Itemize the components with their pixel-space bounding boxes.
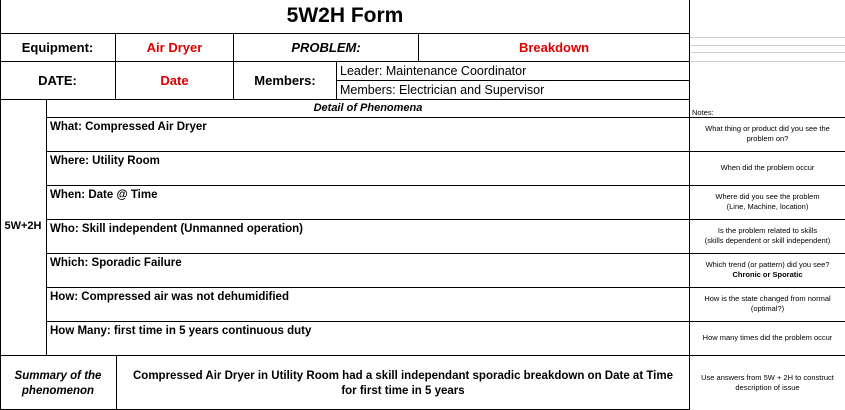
note-line: How many times did the problem occur [702,333,833,342]
notes-line [690,45,845,46]
note-line: Where did you see the problem [715,192,820,201]
summary-label-line-1: Summary of the [14,370,102,382]
note-where [690,192,845,212]
note-when [690,163,845,173]
row-who[interactable]: Who: Skill independent (Unmanned operation) [50,223,303,235]
notes-divider [690,151,845,152]
notes-divider [690,287,845,288]
row-how[interactable]: How: Compressed air was not dehumidified [50,291,289,303]
header-col-members [336,61,337,99]
row-how-many[interactable]: How Many: first time in 5 years continuous duty [50,325,312,337]
note-who [690,226,845,246]
summary-label-line-2: phenomenon [21,385,95,397]
side-label: 5W+2H [4,220,42,232]
members-value[interactable]: Members: Electrician and Supervisor [340,83,545,97]
notes-divider [690,355,845,356]
note-line: How is the state changed from normal [704,294,831,303]
equipment-label: Equipment: [21,40,94,55]
date-label: DATE: [38,73,77,88]
note-what [690,124,845,144]
note-line: (optimal?) [750,304,785,313]
notes-line [690,61,845,62]
row-divider [46,253,690,254]
row-divider [46,219,690,220]
problem-label: PROBLEM: [291,40,361,55]
notes-divider [690,185,845,186]
detail-header-divider [46,117,690,118]
problem-value[interactable]: Breakdown [518,40,590,55]
summary-divider [0,355,690,356]
row-which[interactable]: Which: Sporadic Failure [50,257,182,269]
notes-line [690,52,845,53]
note-line: (Line, Machine, location) [726,202,809,211]
members-label: Members: [254,73,316,88]
note-line: Which trend (or pattern) did you see? [705,260,830,269]
note-which [690,260,845,280]
summary-text-line-1[interactable]: Compressed Air Dryer in Utility Room had a skill independant sporadic breakdown on Date at Time [133,370,673,382]
note-line: When did the problem occur [720,163,815,172]
note-how-many [690,333,845,343]
side-label-divider [46,99,47,355]
form-title: 5W2H Form [286,4,404,27]
note-line: Is the problem related to skills [717,226,818,235]
note-line: Chronic or Sporatic [732,270,803,279]
notes-title: Notes: [692,108,714,117]
row-divider [46,321,690,322]
note-line: (skills dependent or skill independent) [704,236,831,245]
notes-divider [690,219,845,220]
notes-divider [690,321,845,322]
row-divider [46,185,690,186]
header-divider-1 [0,61,690,62]
header-divider-2 [0,99,690,100]
notes-divider [690,117,845,118]
leader-value[interactable]: Leader: Maintenance Coordinator [340,64,527,78]
row-divider [46,287,690,288]
row-where[interactable]: Where: Utility Room [50,155,160,167]
note-line: problem on? [746,134,789,143]
row-when[interactable]: When: Date @ Time [50,189,158,201]
title-divider [0,33,690,34]
detail-header: Detail of Phenomena [313,102,423,114]
note-summary [690,373,845,393]
notes-divider [690,253,845,254]
summary-col-divider [116,355,117,410]
note-how [690,294,845,314]
equipment-value[interactable]: Air Dryer [146,40,203,55]
date-value[interactable]: Date [160,73,189,88]
row-what[interactable]: What: Compressed Air Dryer [50,121,207,133]
row-divider [46,151,690,152]
notes-line [690,37,845,38]
note-line: description of issue [735,383,800,392]
summary-text-line-2[interactable]: for first time in 5 years [341,385,465,397]
note-line: What thing or product did you see the [705,124,830,133]
note-line: Use answers from 5W + 2H to construct [701,373,834,382]
members-divider [336,80,690,81]
